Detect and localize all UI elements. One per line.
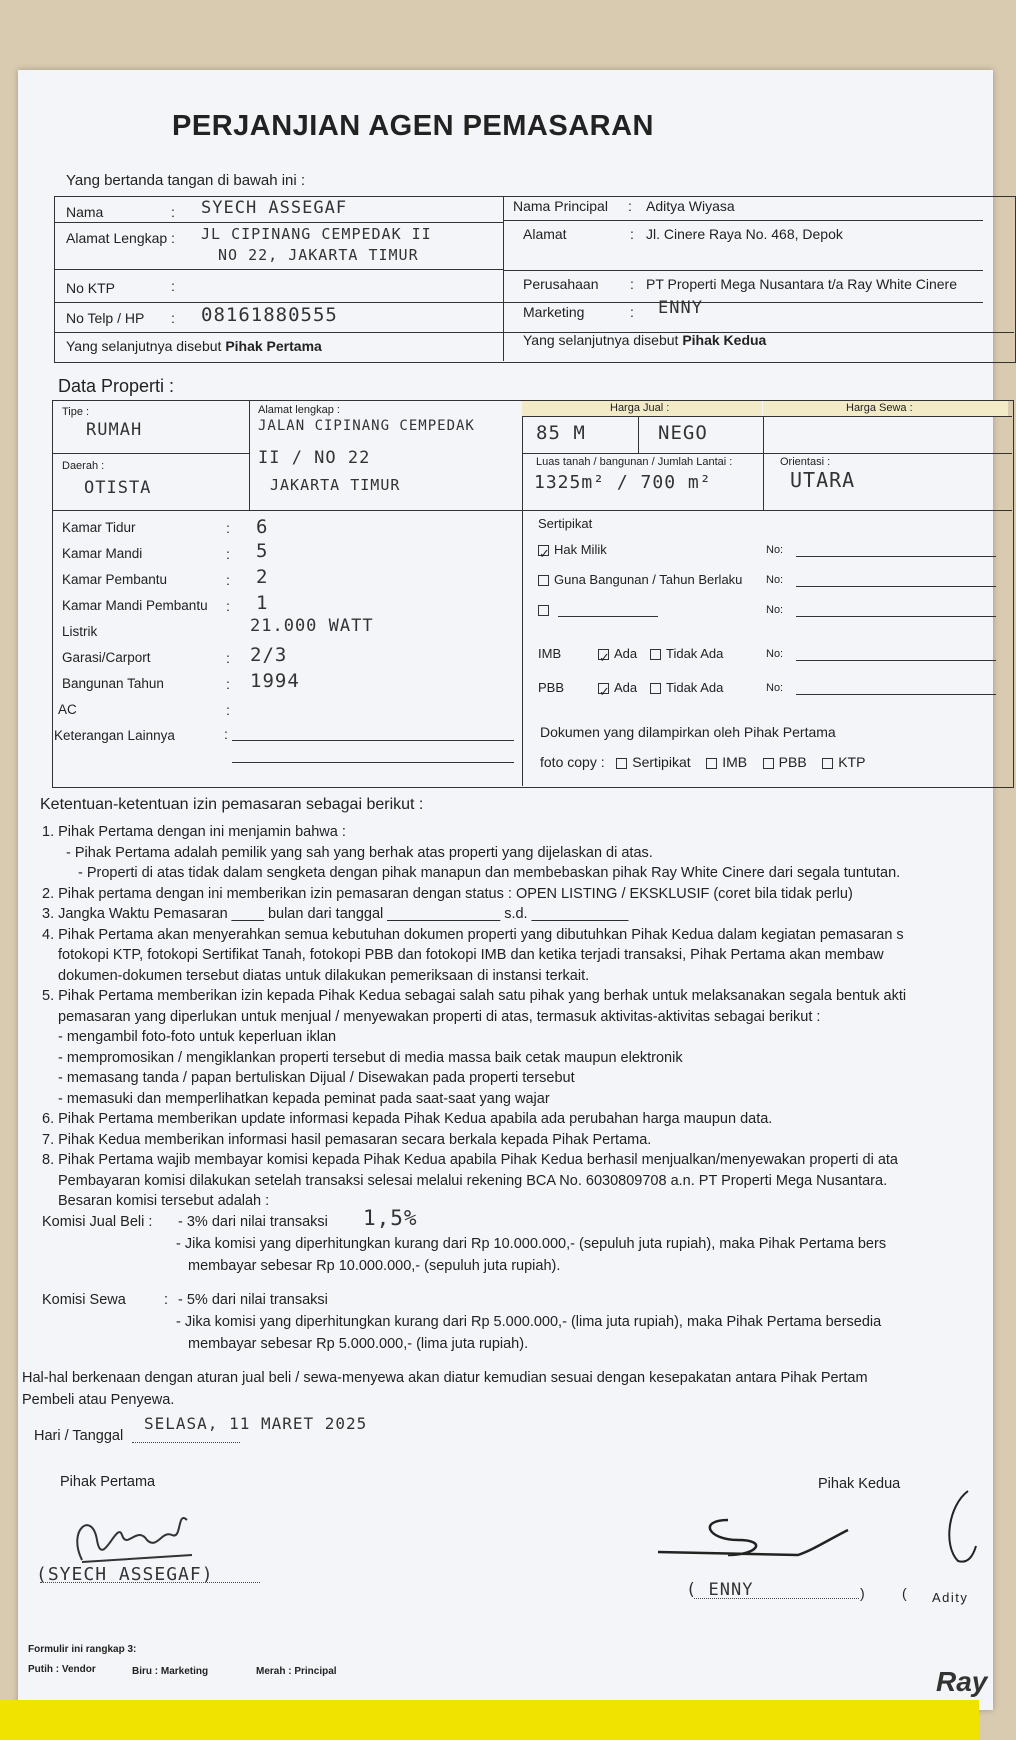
term-line: 5. Pihak Pertama memberikan izin kepada Pihak Kedua sebagai salah satu pihak yang berhak untuk melaksanakan segala bentuk akti	[42, 988, 907, 1004]
komisi-sewa-line: membayar sebesar Rp 5.000.000,- (lima juta rupiah).	[188, 1336, 529, 1352]
party1-phone-label: No Telp / HP	[66, 310, 145, 326]
fotocopy-row: foto copy : Sertipikat IMB PBB KTP	[540, 754, 866, 770]
property-address-line1: JALAN CIPINANG CEMPEDAK	[258, 418, 475, 434]
term-line: pemasaran yang diperlukan untuk menjual / menyewakan properti di atas, termasuk aktivitas-aktivitas sebagai berikut :	[58, 1008, 821, 1025]
detail-label: Bangunan Tahun	[62, 676, 164, 691]
pbb-tidak-ada-option[interactable]: Tidak Ada	[650, 680, 723, 695]
luas-label: Luas tanah / bangunan / Jumlah Lantai :	[536, 456, 733, 468]
pbb-ada-option[interactable]: ✓ Ada	[599, 680, 638, 700]
copy-putih: Putih : Vendor	[28, 1664, 96, 1675]
property-address-line3: JAKARTA TIMUR	[270, 476, 401, 494]
komisi-jual-line: - 3% dari nilai transaksi	[178, 1214, 328, 1230]
copy-merah: Merah : Principal	[256, 1666, 337, 1677]
party2-address-label: Alamat	[523, 226, 567, 242]
term-line: 8. Pihak Pertama wajib membayar komisi kepada Pihak Kedua apabila Pihak Kedua berhasil menjualkan/menyewakan properti di ata	[42, 1152, 898, 1168]
sertifikat-label: Sertipikat	[538, 516, 593, 531]
hak-milik-option[interactable]: ✓ Hak Milik	[539, 542, 607, 562]
party2-company-label: Perusahaan	[523, 276, 599, 292]
date-label: Hari / Tanggal	[34, 1428, 124, 1444]
no-label: No:	[766, 648, 784, 660]
harga-jual-value: 85 M	[536, 422, 586, 444]
intro-text: Yang bertanda tangan di bawah ini :	[66, 172, 306, 189]
no-label: No:	[766, 682, 784, 694]
term-line: - mengambil foto-foto untuk keperluan iklan	[58, 1029, 337, 1045]
party2-marketing-label: Marketing	[523, 304, 585, 320]
party2-address-value: Jl. Cinere Raya No. 468, Depok	[646, 226, 843, 242]
brand-stripe	[0, 1700, 979, 1740]
term-line: dokumen-dokumen tersebut diatas untuk dilakukan pemeriksaan di instansi terkait.	[58, 967, 590, 984]
komisi-jual-hand: 1,5%	[363, 1206, 418, 1230]
imb-ada-option[interactable]: ✓ Ada	[599, 646, 638, 666]
detail-value: 2	[256, 566, 269, 588]
term-line: - memasang tanda / papan bertuliskan Dijual / Disewakan pada properti tersebut	[58, 1070, 575, 1086]
detail-label: AC	[58, 702, 77, 717]
document-page: PERJANJIAN AGEN PEMASARAN Yang bertanda tangan di bawah ini : Nama : SYECH ASSEGAF Alamat Lengkap : JL CIPINANG CEMPEDAK II NO 22, JAKARTA TIMUR No KTP : No Telp / HP : 08161880555 Yang selanjutnya disebut Pihak Pertama Nama Principal : Aditya Wiyasa Alamat : Jl. Cinere Raya No. 468, Depok Perusahaan : PT Properti Mega Nusantara t/a Ray White Cinere Marketing : ENNY Yang selanjutnya disebut Pihak Kedua Data Properti : Tipe : RUMAH Alamat lengkap : JALAN CIPINANG CEMPEDAK II / NO 22 JAKARTA TIMUR Daerah : OTISTA Harga Jual : Harga Sewa : 85 M NEGO Luas tanah / bangunan / Jumlah Lantai : 1325m² / 700 m² Orientasi : UTARA Kamar Tidur : 6 Kamar Mandi : 5 Kamar Pembantu : 2 Kamar Mandi Pembantu : 1 Listrik 21.000 WATT Garasi/Carport : 2/3 Bangunan Tahun : 1994 AC : Keterangan Lainnya : Sertipikat ✓ Hak Milik No: Guna Bangunan / Tahun Berlaku No: No: IMB ✓ Ada Tidak Ada No: PBB ✓ Ada Tidak Ada No: Dokumen yang dilampirkan oleh Pihak Pertama foto copy : Sertipikat IMB PBB KTP Ketentuan-ketentuan izin pemasaran sebagai berikut : 1. Pihak Pertama dengan ini menjamin bahwa : - Pihak Pertama adalah pemilik yang sah yang berhak atas properti yang dijelaskan di atas. - Properti di atas tidak dalam sengketa dengan pihak manapun dan membebaskan pihak Ray White Cinere dari segala tuntutan. 2. Pihak pertama dengan ini memberikan izin pemasaran dengan status : OPEN LISTING / EKSKLUSIF (coret bila tidak perlu) 3. Jangka Waktu Pemasaran ____ bulan dari tanggal ______________ s.d. ____________ 4. Pihak Pertama akan menyerahkan semua kebutuhan dokumen properti yang dibutuhkan Pihak Kedua dalam kegiatan pemasaran s fotokopi KTP, fotokopi Sertifikat Tanah, fotokopi PBB dan fotokopi IMB dan ketika terjadi transaksi, Pihak Pertama akan membaw dokumen-dokumen tersebut diatas untuk dilakukan pemeriksaan di instansi terkait. 5. Pihak Pertama memberikan izin kepada Pihak Kedua sebagai salah satu pihak yang berhak untuk melaksanakan segala bentuk akti pemasaran yang diperlukan untuk menjual / menyewakan properti di atas, termasuk aktivitas-aktivitas sebagai berikut : - mengambil foto-foto untuk keperluan iklan - mempromosikan / mengiklankan properti tersebut di media massa baik cetak maupun elektronik - memasang tanda / papan bertuliskan Dijual / Disewakan pada properti tersebut - memasuki dan memperlihatkan kepada peminat pada saat-saat yang wajar 6. Pihak Pertama memberikan update informasi kepada Pihak Kedua apabila ada perubahan harga maupun data. 7. Pihak Kedua memberikan informasi hasil pemasaran secara berkala kepada Pihak Pertama. 8. Pihak Pertama wajib membayar komisi kepada Pihak Kedua apabila Pihak Kedua berhasil menjualkan/menyewakan properti di ata Pembayaran komisi dilakukan setelah transaksi selesai melalui rekening BCA No. 6030809708 a.n. PT Properti Mega Nusantara. Besaran komisi tersebut adalah : Komisi Jual Beli : - 3% dari nilai transaksi 1,5% - Jika komisi yang diperhitungkan kurang dari Rp 10.000.000,- (sepuluh juta rupiah), maka Pihak Pertama bers membayar sebesar Rp 10.000.000,- (sepuluh juta rupiah). Komisi Sewa : - 5% dari nilai transaksi - Jika komisi yang diperhitungkan kurang dari Rp 5.000.000,- (lima juta rupiah), maka Pihak Pertama bersedia membayar sebesar Rp 5.000.000,- (lima juta rupiah). Hal-hal berkenaan dengan aturan jual beli / sewa-menyewa akan diatur kemudian sesuai dengan kesepakatan antara Pihak Pertam Pembeli atau Penyewa. Hari / Tanggal SELASA, 11 MARET 2025 Pihak Pertama Pihak Kedua (SYECH ASSEGAF) ( ENNY ) ( Adity Formulir ini rangkap 3: Putih : Vendor Biru : Marketing Merah : Principal	[18, 70, 993, 1710]
pihak-kedua-label: Pihak Kedua	[818, 1476, 901, 1492]
party1-name-label: Nama	[66, 204, 104, 220]
harga-jual-note: NEGO	[658, 422, 708, 444]
guna-bangunan-option[interactable]: Guna Bangunan / Tahun Berlaku	[538, 572, 742, 587]
fotocopy-option[interactable]: IMB	[706, 754, 747, 770]
komisi-sewa-line: - Jika komisi yang diperhitungkan kurang dari Rp 5.000.000,- (lima juta rupiah), maka Pihak Pertama bersedia	[176, 1314, 882, 1330]
pbb-ada-checkbox[interactable]: ✓	[599, 684, 610, 700]
detail-label: Kamar Mandi Pembantu	[62, 598, 208, 613]
detail-label: Keterangan Lainnya	[54, 728, 175, 743]
fotocopy-option[interactable]: KTP	[822, 754, 865, 770]
name-principal-partial: Adity	[932, 1590, 969, 1605]
term-line: Pembayaran komisi dilakukan setelah transaksi selesai melalui rekening BCA No. 6030809708 a.n. PT Properti Mega Nusantara.	[58, 1172, 888, 1189]
komisi-jual-line: - Jika komisi yang diperhitungkan kurang dari Rp 10.000.000,- (sepuluh juta rupiah), maka Pihak Pertama bers	[176, 1236, 887, 1252]
copy-biru: Biru : Marketing	[132, 1666, 209, 1677]
property-address-label: Alamat lengkap :	[258, 404, 340, 416]
daerah-value: OTISTA	[84, 478, 152, 498]
other-cert-option[interactable]	[538, 602, 554, 617]
closing-line: Hal-hal berkenaan dengan aturan jual beli / sewa-menyewa akan diatur kemudian sesuai dengan kesepakatan antara Pihak Pertam	[22, 1370, 868, 1386]
fotocopy-option[interactable]: PBB	[763, 754, 807, 770]
term-line: - mempromosikan / mengiklankan properti tersebut di media massa baik cetak maupun elektronik	[58, 1049, 683, 1066]
guna-bangunan-checkbox[interactable]	[538, 575, 549, 586]
detail-label: Kamar Mandi	[62, 546, 143, 561]
komisi-jual-label: Komisi Jual Beli :	[42, 1214, 153, 1230]
party1-footer: Yang selanjutnya disebut Pihak Pertama	[66, 338, 322, 354]
closing-line: Pembeli atau Penyewa.	[22, 1392, 175, 1408]
term-line: 2. Pihak pertama dengan ini memberikan izin pemasaran dengan status : OPEN LISTING / EKSKLUSIF (coret bila tidak perlu)	[42, 885, 853, 902]
daerah-label: Daerah :	[62, 460, 105, 472]
terms-heading: Ketentuan-ketentuan izin pemasaran sebagai berikut :	[40, 796, 424, 813]
pbb-label: PBB	[538, 680, 565, 695]
property-heading: Data Properti :	[58, 376, 175, 396]
komisi-sewa-label: Komisi Sewa	[42, 1292, 126, 1308]
term-line: fotokopi KTP, fotokopi Sertifikat Tanah, fotokopi PBB dan fotokopi IMB dan ketika terjadi transaksi, Pihak Pertama akan membaw	[58, 947, 884, 963]
tipe-value: RUMAH	[86, 420, 143, 440]
party1-name-value: SYECH ASSEGAF	[201, 198, 348, 218]
party1-address-line1: JL CIPINANG CEMPEDAK II	[201, 225, 432, 243]
detail-value: 5	[256, 540, 269, 562]
party1-address-label: Alamat Lengkap	[66, 230, 168, 246]
detail-value: 6	[256, 516, 269, 538]
date-value: SELASA, 11 MARET 2025	[144, 1414, 368, 1433]
formulir-note: Formulir ini rangkap 3:	[28, 1644, 137, 1655]
term-line: - memasuki dan memperlihatkan kepada peminat pada saat-saat yang wajar	[58, 1090, 550, 1107]
terms-list	[42, 822, 1002, 1212]
harga-jual-label: Harga Jual :	[610, 402, 670, 414]
term-line: 6. Pihak Pertama memberikan update informasi kepada Pihak Kedua apabila ada perubahan harga maupun data.	[42, 1111, 773, 1127]
detail-value: 1994	[250, 670, 300, 692]
name-pihak-pertama: (SYECH ASSEGAF)	[36, 1564, 214, 1585]
name-pihak-kedua: ( ENNY	[686, 1580, 754, 1600]
tipe-label: Tipe :	[62, 406, 90, 418]
term-line: - Pihak Pertama adalah pemilik yang sah yang berhak atas properti yang dijelaskan di atas.	[66, 844, 653, 861]
detail-label: Kamar Tidur	[62, 520, 136, 535]
signature-principal-partial	[938, 1486, 978, 1566]
party2-footer: Yang selanjutnya disebut Pihak Kedua	[523, 332, 767, 348]
brand-logo-text: Ray	[936, 1666, 988, 1697]
detail-label: Garasi/Carport	[62, 650, 151, 665]
imb-label: IMB	[538, 646, 562, 661]
term-line: 4. Pihak Pertama akan menyerahkan semua kebutuhan dokumen properti yang dibutuhkan Pihak Kedua dalam kegiatan pemasaran s	[42, 926, 904, 943]
term-line: 7. Pihak Kedua memberikan informasi hasil pemasaran secara berkala kepada Pihak Pertama.	[42, 1131, 652, 1148]
detail-value: 21.000 WATT	[250, 616, 374, 636]
document-title: PERJANJIAN AGEN PEMASARAN	[172, 110, 654, 142]
pbb-tidak-ada-checkbox[interactable]	[650, 683, 661, 694]
detail-value: 2/3	[250, 644, 288, 666]
term-line: - Properti di atas tidak dalam sengketa dengan pihak manapun dan membebaskan pihak Ray White Cinere dari segala tuntutan.	[78, 865, 901, 881]
party1-ktp-label: No KTP	[66, 280, 116, 296]
party2-principal-label: Nama Principal	[513, 198, 608, 214]
no-label: No:	[766, 544, 784, 556]
dokumen-label: Dokumen yang dilampirkan oleh Pihak Pertama	[540, 724, 836, 740]
orientasi-value: UTARA	[790, 468, 856, 492]
no-label: No:	[766, 574, 784, 586]
detail-label: Listrik	[62, 624, 98, 639]
fotocopy-option[interactable]: Sertipikat	[616, 754, 690, 770]
property-table	[52, 400, 1014, 788]
term-line: 1. Pihak Pertama dengan ini menjamin bahwa :	[42, 824, 346, 840]
term-line: 3. Jangka Waktu Pemasaran ____ bulan dari tanggal ______________ s.d. ____________	[42, 906, 629, 922]
detail-value: 1	[256, 592, 269, 614]
luas-value: 1325m² / 700 m²	[534, 472, 712, 493]
party2-marketing-value: ENNY	[658, 298, 703, 318]
other-cert-checkbox[interactable]	[538, 605, 549, 616]
imb-tidak-ada-option[interactable]: Tidak Ada	[650, 646, 723, 661]
orientasi-label: Orientasi :	[780, 456, 831, 468]
komisi-jual-line: membayar sebesar Rp 10.000.000,- (sepuluh juta rupiah).	[188, 1258, 561, 1274]
komisi-sewa-line: - 5% dari nilai transaksi	[178, 1292, 328, 1308]
imb-tidak-ada-checkbox[interactable]	[650, 649, 661, 660]
signature-pihak-kedua	[658, 1500, 858, 1570]
imb-ada-checkbox[interactable]: ✓	[599, 650, 610, 666]
term-line: Besaran komisi tersebut adalah :	[58, 1193, 270, 1209]
party1-phone-value: 08161880555	[201, 304, 338, 326]
detail-label: Kamar Pembantu	[62, 572, 168, 587]
party1-address-line2: NO 22, JAKARTA TIMUR	[218, 246, 419, 264]
no-label: No:	[766, 604, 784, 616]
property-address-line2: II / NO 22	[258, 448, 371, 468]
party2-company-value: PT Properti Mega Nusantara t/a Ray White Cinere	[646, 276, 957, 292]
harga-sewa-label: Harga Sewa :	[846, 402, 913, 414]
hak-milik-checkbox[interactable]: ✓	[539, 546, 550, 562]
pihak-pertama-label: Pihak Pertama	[60, 1474, 156, 1490]
party2-principal-value: Aditya Wiyasa	[646, 198, 735, 214]
